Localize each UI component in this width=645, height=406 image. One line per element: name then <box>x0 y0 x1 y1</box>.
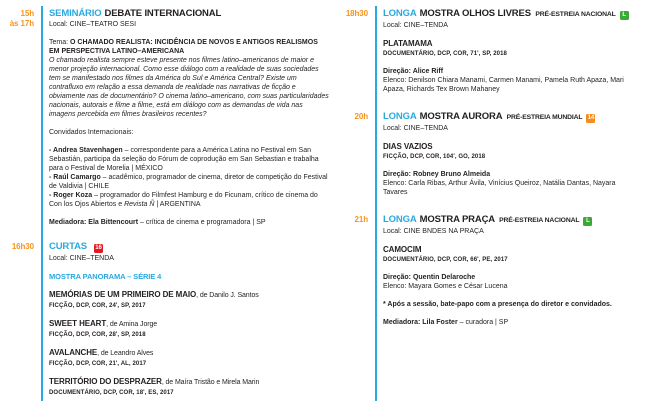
film-meta: FICÇÃO, DCP, COR, 21', AL, 2017 <box>49 360 147 367</box>
film-byline: , de Amina Jorge <box>106 320 158 328</box>
guests-heading: Convidados Internacionais: <box>49 129 134 136</box>
film-title: AVALANCHE <box>49 347 98 357</box>
film-title: TERRITÓRIO DO DESPRAZER <box>49 376 162 386</box>
session-time-gutter <box>337 214 375 225</box>
venue: Local: CINE BNDES NA PRAÇA <box>383 228 484 235</box>
session-time: 21h <box>354 215 368 224</box>
session-time-gutter <box>0 8 41 28</box>
premiere-label: PRÉ-ESTREIA MUNDIAL <box>506 114 583 121</box>
direction: Direção: Robney Bruno Almeida <box>383 171 491 178</box>
guest-desc-italic: Revista Ñ <box>124 201 155 208</box>
mediator-role: – curadora | SP <box>457 319 509 326</box>
film-entry <box>49 377 329 397</box>
session-header <box>49 241 329 253</box>
guest-desc: – correspondente para a América Latina no Festival em San Sebastián, participa da seleção do Fórum de coprodução em San Sebastian e trabalha para o Festival de Morelia | MÉXICO <box>49 147 319 172</box>
rating-badge: 16 <box>95 244 102 251</box>
session-type-label: LONGA <box>383 214 417 225</box>
film-meta: DOCUMENTÁRIO, DCP, COR, 18', ES, 2017 <box>49 389 174 396</box>
session-content <box>375 214 645 327</box>
session-time-end: às 17h <box>9 18 34 28</box>
rating-badge: L <box>583 217 592 226</box>
film-title: SWEET HEART <box>49 318 107 328</box>
tema-text: O CHAMADO REALISTA: INCIDÊNCIA DE NOVOS E ANTIGOS REALISMOS EM PERSPECTIVA LATINO–AMERICANA <box>49 39 318 55</box>
film-entry <box>383 142 637 161</box>
venue: Local: CINE–TENDA <box>383 22 448 29</box>
session-type-label: LONGA <box>383 8 417 19</box>
session-header <box>383 214 637 226</box>
guest-name: - Andrea Stavenhagen <box>49 147 123 154</box>
guest-desc: | ARGENTINA <box>154 201 201 208</box>
session-time: 18h30 <box>345 9 368 18</box>
film-entry <box>49 348 329 368</box>
film-entry <box>49 319 329 339</box>
film-title-line <box>49 290 329 301</box>
session-type-label: SEMINÁRIO <box>49 8 102 19</box>
session-content <box>375 111 645 197</box>
right-column <box>337 0 645 406</box>
film-byline: , de Leandro Alves <box>97 349 154 357</box>
guest-name: - Raúl Camargo <box>49 174 101 181</box>
session-time-gutter <box>0 241 41 252</box>
session-longa-praca <box>337 214 645 327</box>
session-longa-olhos-livres <box>337 0 645 94</box>
session-content <box>375 8 645 94</box>
session-content <box>41 241 337 397</box>
direction: Direção: Alice Riff <box>383 68 444 75</box>
film-title-line <box>49 377 329 388</box>
mediator-name: Mediadora: Ela Bittencourt <box>49 219 139 226</box>
premiere-label: PRÉ-ESTREIA NACIONAL <box>499 217 580 224</box>
film-title: PLATAMAMA <box>383 39 433 48</box>
session-header <box>49 8 329 19</box>
guest-item <box>49 191 329 209</box>
film-byline: , de Danilo J. Santos <box>196 291 259 299</box>
film-entry <box>49 290 329 310</box>
venue: Local: CINE–TENDA <box>49 254 114 262</box>
film-title: MEMÓRIAS DE UM PRIMEIRO DE MAIO <box>49 289 197 299</box>
session-longa-aurora <box>337 111 645 197</box>
film-title: CAMOCIM <box>383 245 422 254</box>
cast: Elenco: Denilson Chiara Manami, Carmen Manami, Pamela Ruth Apaza, Mari Apaza, Richards Tex Brown Mahaney <box>383 77 624 93</box>
mediator-name: Mediadora: Lila Foster <box>383 319 458 326</box>
guest-name: - Roger Koza <box>49 192 93 199</box>
guest-desc: – acadêmico, programador de cinema, diretor de competição do Festival de Valdivia | CHILE <box>49 174 328 190</box>
film-title: DIAS VAZIOS <box>383 142 433 151</box>
venue: Local: CINE–TENDA <box>383 125 448 132</box>
rating-badge: L <box>620 11 629 20</box>
premiere-label: PRÉ-ESTREIA NACIONAL <box>535 11 616 18</box>
film-title-line <box>49 319 329 330</box>
session-header <box>383 111 637 123</box>
session-title: MOSTRA AURORA <box>419 111 503 122</box>
session-type-label: CURTAS <box>49 241 87 252</box>
mediator <box>49 218 329 227</box>
session-time: 20h <box>354 112 368 121</box>
cast: Elenco: Carla Ribas, Arthur Ávila, Vinícius Queiroz, Natália Dantas, Nayara Tavares <box>383 180 616 196</box>
mediator <box>383 318 637 327</box>
session-content <box>41 8 337 227</box>
right-column-rule <box>375 6 377 401</box>
tema-label: Tema: <box>49 39 71 46</box>
session-note: * Após a sessão, bate-papo com a presença do diretor e convidados. <box>383 301 612 308</box>
film-meta: DOCUMENTÁRIO, DCP, COR, 71', SP, 2018 <box>383 51 507 57</box>
session-time: 15h <box>20 9 34 18</box>
venue: Local: CINE–TEATRO SESI <box>49 21 137 28</box>
film-entry <box>383 245 637 264</box>
session-type-label: LONGA <box>383 111 417 122</box>
film-entry <box>383 39 637 58</box>
strand-title: MOSTRA PANORAMA – SÉRIE 4 <box>49 271 162 281</box>
tema <box>49 38 329 56</box>
guest-desc: – programador do Filmfest Hamburg e do Ficunam, crítico de cinema do Con los Ojos Abiertos e <box>49 192 318 208</box>
session-time-gutter <box>337 111 375 122</box>
guest-item <box>49 146 329 173</box>
session-title: MOSTRA OLHOS LIVRES <box>419 8 531 19</box>
session-title: DEBATE INTERNACIONAL <box>104 8 222 19</box>
session-title: MOSTRA PRAÇA <box>419 214 495 225</box>
film-meta: DOCUMENTÁRIO, DCP, COR, 66', PE, 2017 <box>383 257 508 263</box>
film-title-line <box>49 348 329 359</box>
session-time-gutter <box>337 8 375 19</box>
description: O chamado realista sempre esteve presente nos filmes latino–americanos de maior e menor projeção internacional. Como esse diálogo com a realidade de suas sociedades tem se manifestado nos filmes da América do Sul e América Central? Existe um contrafluxo em relação a essa demanda de realidade nas narrativas de ficção e obviamente nas de documentário? O cinema latino–americano, com suas particularidades nacionais, autorais e filme a filme, está em diálogo com as demandas de vida nas imagens percebida em filmes brasileiros recentes? <box>49 57 329 118</box>
rating-badge: 14 <box>587 114 595 121</box>
cast: Elenco: Mayara Gomes e César Lucena <box>383 283 508 290</box>
film-byline: , de Maíra Tristão e Mirela Marin <box>161 378 260 386</box>
session-seminario <box>0 0 337 227</box>
film-meta: FICÇÃO, DCP, COR, 28', SP, 2018 <box>49 331 146 338</box>
film-meta: FICÇÃO, DCP, COR, 104', GO, 2018 <box>383 154 486 160</box>
direction: Direção: Quentin Delaroche <box>383 274 476 281</box>
mediator-role: – crítica de cinema e programadora | SP <box>138 219 266 226</box>
session-header <box>383 8 637 20</box>
session-curtas <box>0 241 337 397</box>
left-column-rule <box>41 6 43 401</box>
session-time: 16h30 <box>11 242 34 251</box>
guest-list <box>49 146 329 209</box>
film-meta: FICÇÃO, DCP, COR, 24', SP, 2017 <box>49 302 146 309</box>
guest-item <box>49 173 329 191</box>
